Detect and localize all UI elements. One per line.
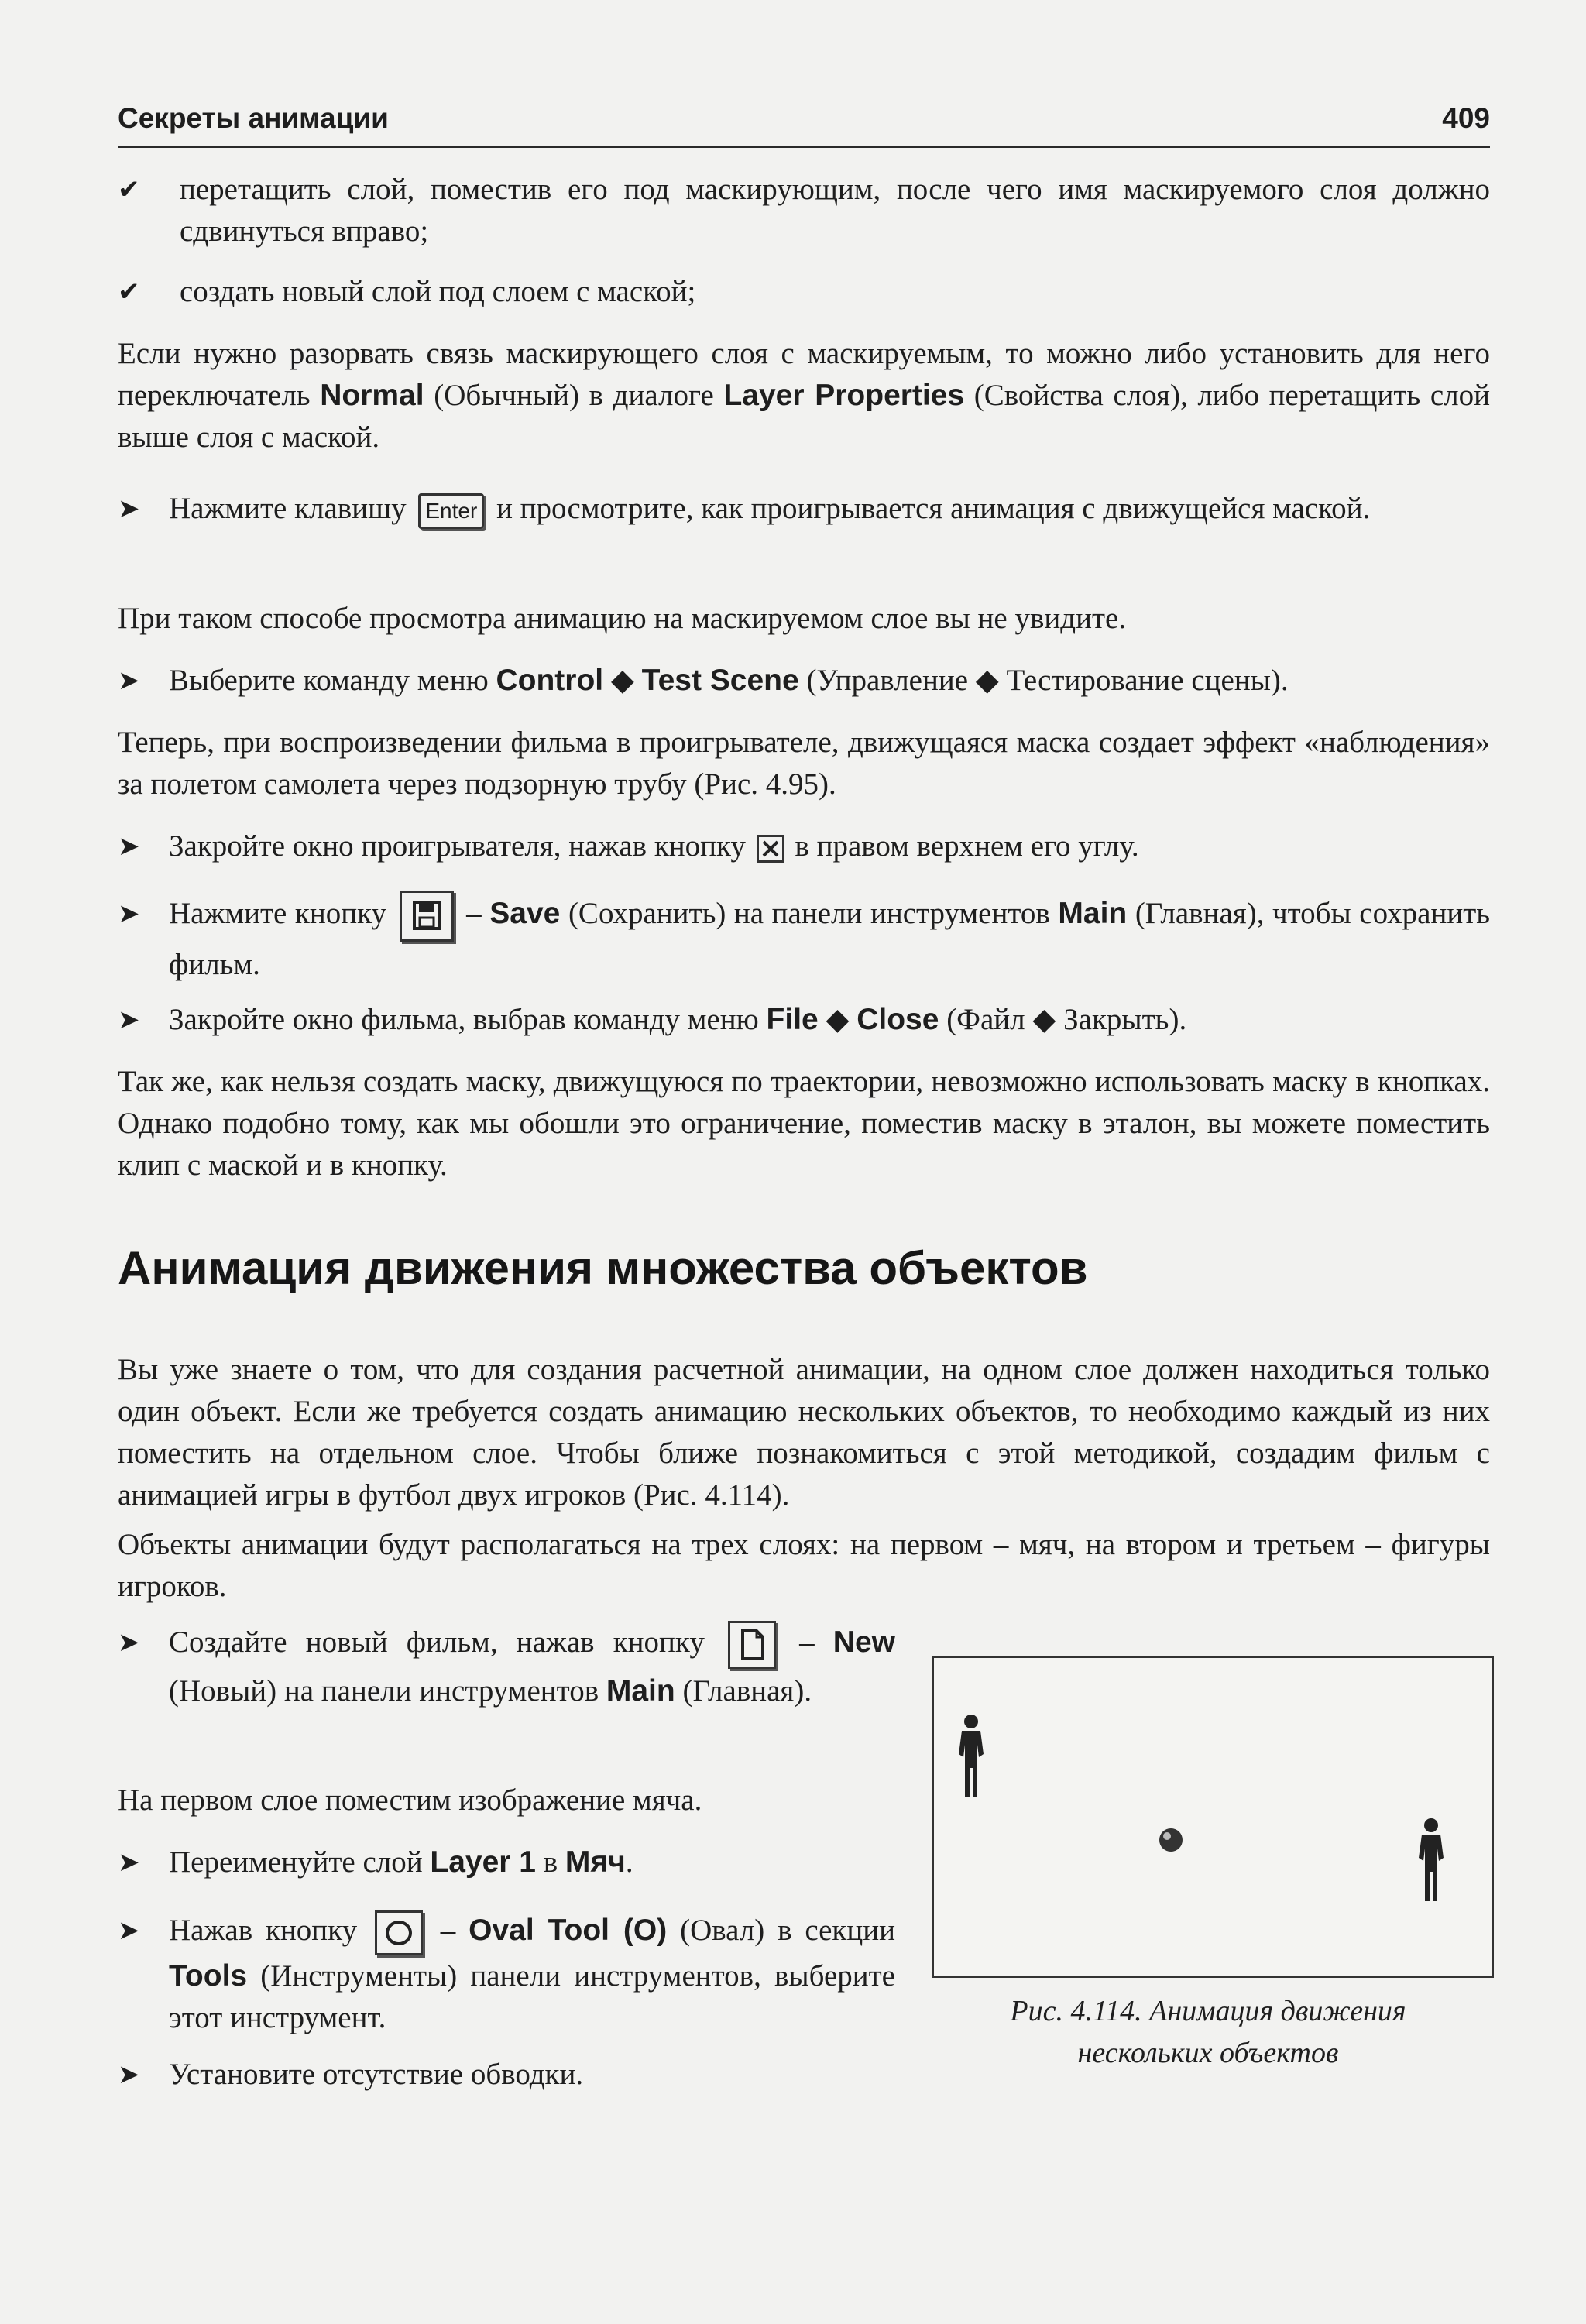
close-icon bbox=[757, 835, 784, 863]
page-number: 409 bbox=[1442, 102, 1490, 134]
step-test-scene: ➤ Выберите команду меню Control ◆ Test Scene (Управление ◆ Тестирование сцены). bbox=[118, 660, 1490, 702]
enter-key-icon: Enter bbox=[418, 493, 484, 529]
checkmark-icon: ✔ bbox=[118, 276, 140, 307]
paragraph-view: При таком способе просмотра анимацию на маскируемом слое вы не увидите. bbox=[118, 602, 1127, 635]
arrow-bullet-icon: ➤ bbox=[118, 665, 140, 696]
player-right-icon bbox=[1419, 1818, 1444, 1901]
step-close-movie: ➤ Закройте окно фильма, выбрав команду меню File ◆ Close (Файл ◆ Закрыть). bbox=[118, 999, 1490, 1041]
football-scene bbox=[934, 1658, 1492, 1976]
checkmark-icon: ✔ bbox=[118, 174, 140, 205]
new-document-icon bbox=[728, 1621, 776, 1669]
ball-icon bbox=[1159, 1828, 1183, 1852]
step-save: ➤ Нажмите кнопку – Save (Сохранить) на панели инструментов Main (Главная), чтобы сохранить фильм. bbox=[118, 891, 1490, 988]
arrow-bullet-icon: ➤ bbox=[118, 1627, 140, 1658]
arrow-bullet-icon: ➤ bbox=[118, 2059, 140, 2090]
step-stroke: ➤ Установите отсутствие обводки. bbox=[118, 2054, 895, 2096]
section-heading: Анимация движения множества объектов bbox=[118, 1242, 1088, 1294]
paragraph-effect: Теперь, при воспроизведении фильма в проигрывателе, движущаяся маска создает эффект «наблюдения» за полетом самолета через подзорную трубу (Рис. 4.95). bbox=[118, 726, 1490, 801]
check-item: ✔ перетащить слой, поместив его под маскирующим, после чего имя маскируемого слоя должно сдвинуться вправо; bbox=[118, 169, 1490, 252]
paragraph-unlink: Если нужно разорвать связь маскирующего слоя с маскируемым, то можно либо установить для него переключатель Normal (Обычный) в диалоге Layer Properties (Свойства слоя), либо перетащить слой выше слоя с маской. bbox=[118, 337, 1490, 454]
chapter-title: Секреты анимации bbox=[118, 102, 389, 134]
figure-caption: Рис. 4.114. Анимация движения нескольких объектов bbox=[1010, 1995, 1406, 2069]
oval-tool-icon bbox=[375, 1910, 423, 1955]
step-close-player: ➤ Закройте окно проигрывателя, нажав кнопку в правом верхнем его углу. bbox=[118, 826, 1490, 867]
paragraph-layers: Объекты анимации будут располагаться на трех слоях: на первом – мяч, на втором и третьем – фигуры игроков. bbox=[118, 1528, 1490, 1603]
figure-football-animation bbox=[932, 1656, 1494, 1978]
step-rename-layer: ➤ Переименуйте слой Layer 1 в Мяч. bbox=[118, 1842, 895, 1883]
check-item: ✔ создать новый слой под слоем с маской; bbox=[118, 271, 1490, 313]
arrow-bullet-icon: ➤ bbox=[118, 1847, 140, 1878]
step-oval-tool: ➤ Нажав кнопку – Oval Tool (O) (Овал) в секции Tools (Инструменты) панели инструментов, выберите этот инструмент. bbox=[118, 1910, 895, 2039]
player-left-icon bbox=[959, 1715, 984, 1797]
arrow-bullet-icon: ➤ bbox=[118, 1915, 140, 1946]
arrow-bullet-icon: ➤ bbox=[118, 898, 140, 929]
step-enter: ➤ Нажмите клавишу Enter и просмотрите, как проигрывается анимация с движущейся маской. bbox=[118, 483, 1490, 534]
arrow-bullet-icon: ➤ bbox=[118, 831, 140, 862]
paragraph-ball: На первом слое поместим изображение мяча. bbox=[118, 1783, 702, 1817]
arrow-bullet-icon: ➤ bbox=[118, 493, 140, 524]
step-new: ➤ Создайте новый фильм, нажав кнопку – New (Новый) на панели инструментов Main (Главная). bbox=[118, 1620, 895, 1714]
arrow-bullet-icon: ➤ bbox=[118, 1004, 140, 1035]
save-icon bbox=[400, 891, 454, 942]
paragraph-intro: Вы уже знаете о том, что для создания расчетной анимации, на одном слое должен находиться только один объект. Если же требуется создать анимацию нескольких объектов, то необходимо каждый из них поместить на отдельном слое. Чтобы ближе познакомиться с этой методикой, создадим фильм с анимацией игры в футбол двух игроков (Рис. 4.114). bbox=[118, 1353, 1490, 1512]
paragraph-buttons: Так же, как нельзя создать маску, движущуюся по траектории, невозможно использовать маску в кнопках. Однако подобно тому, как мы обошли это ограничение, поместив маску в эталон, вы можете поместить клип с маской и в кнопку. bbox=[118, 1065, 1490, 1182]
running-header bbox=[118, 102, 1490, 148]
